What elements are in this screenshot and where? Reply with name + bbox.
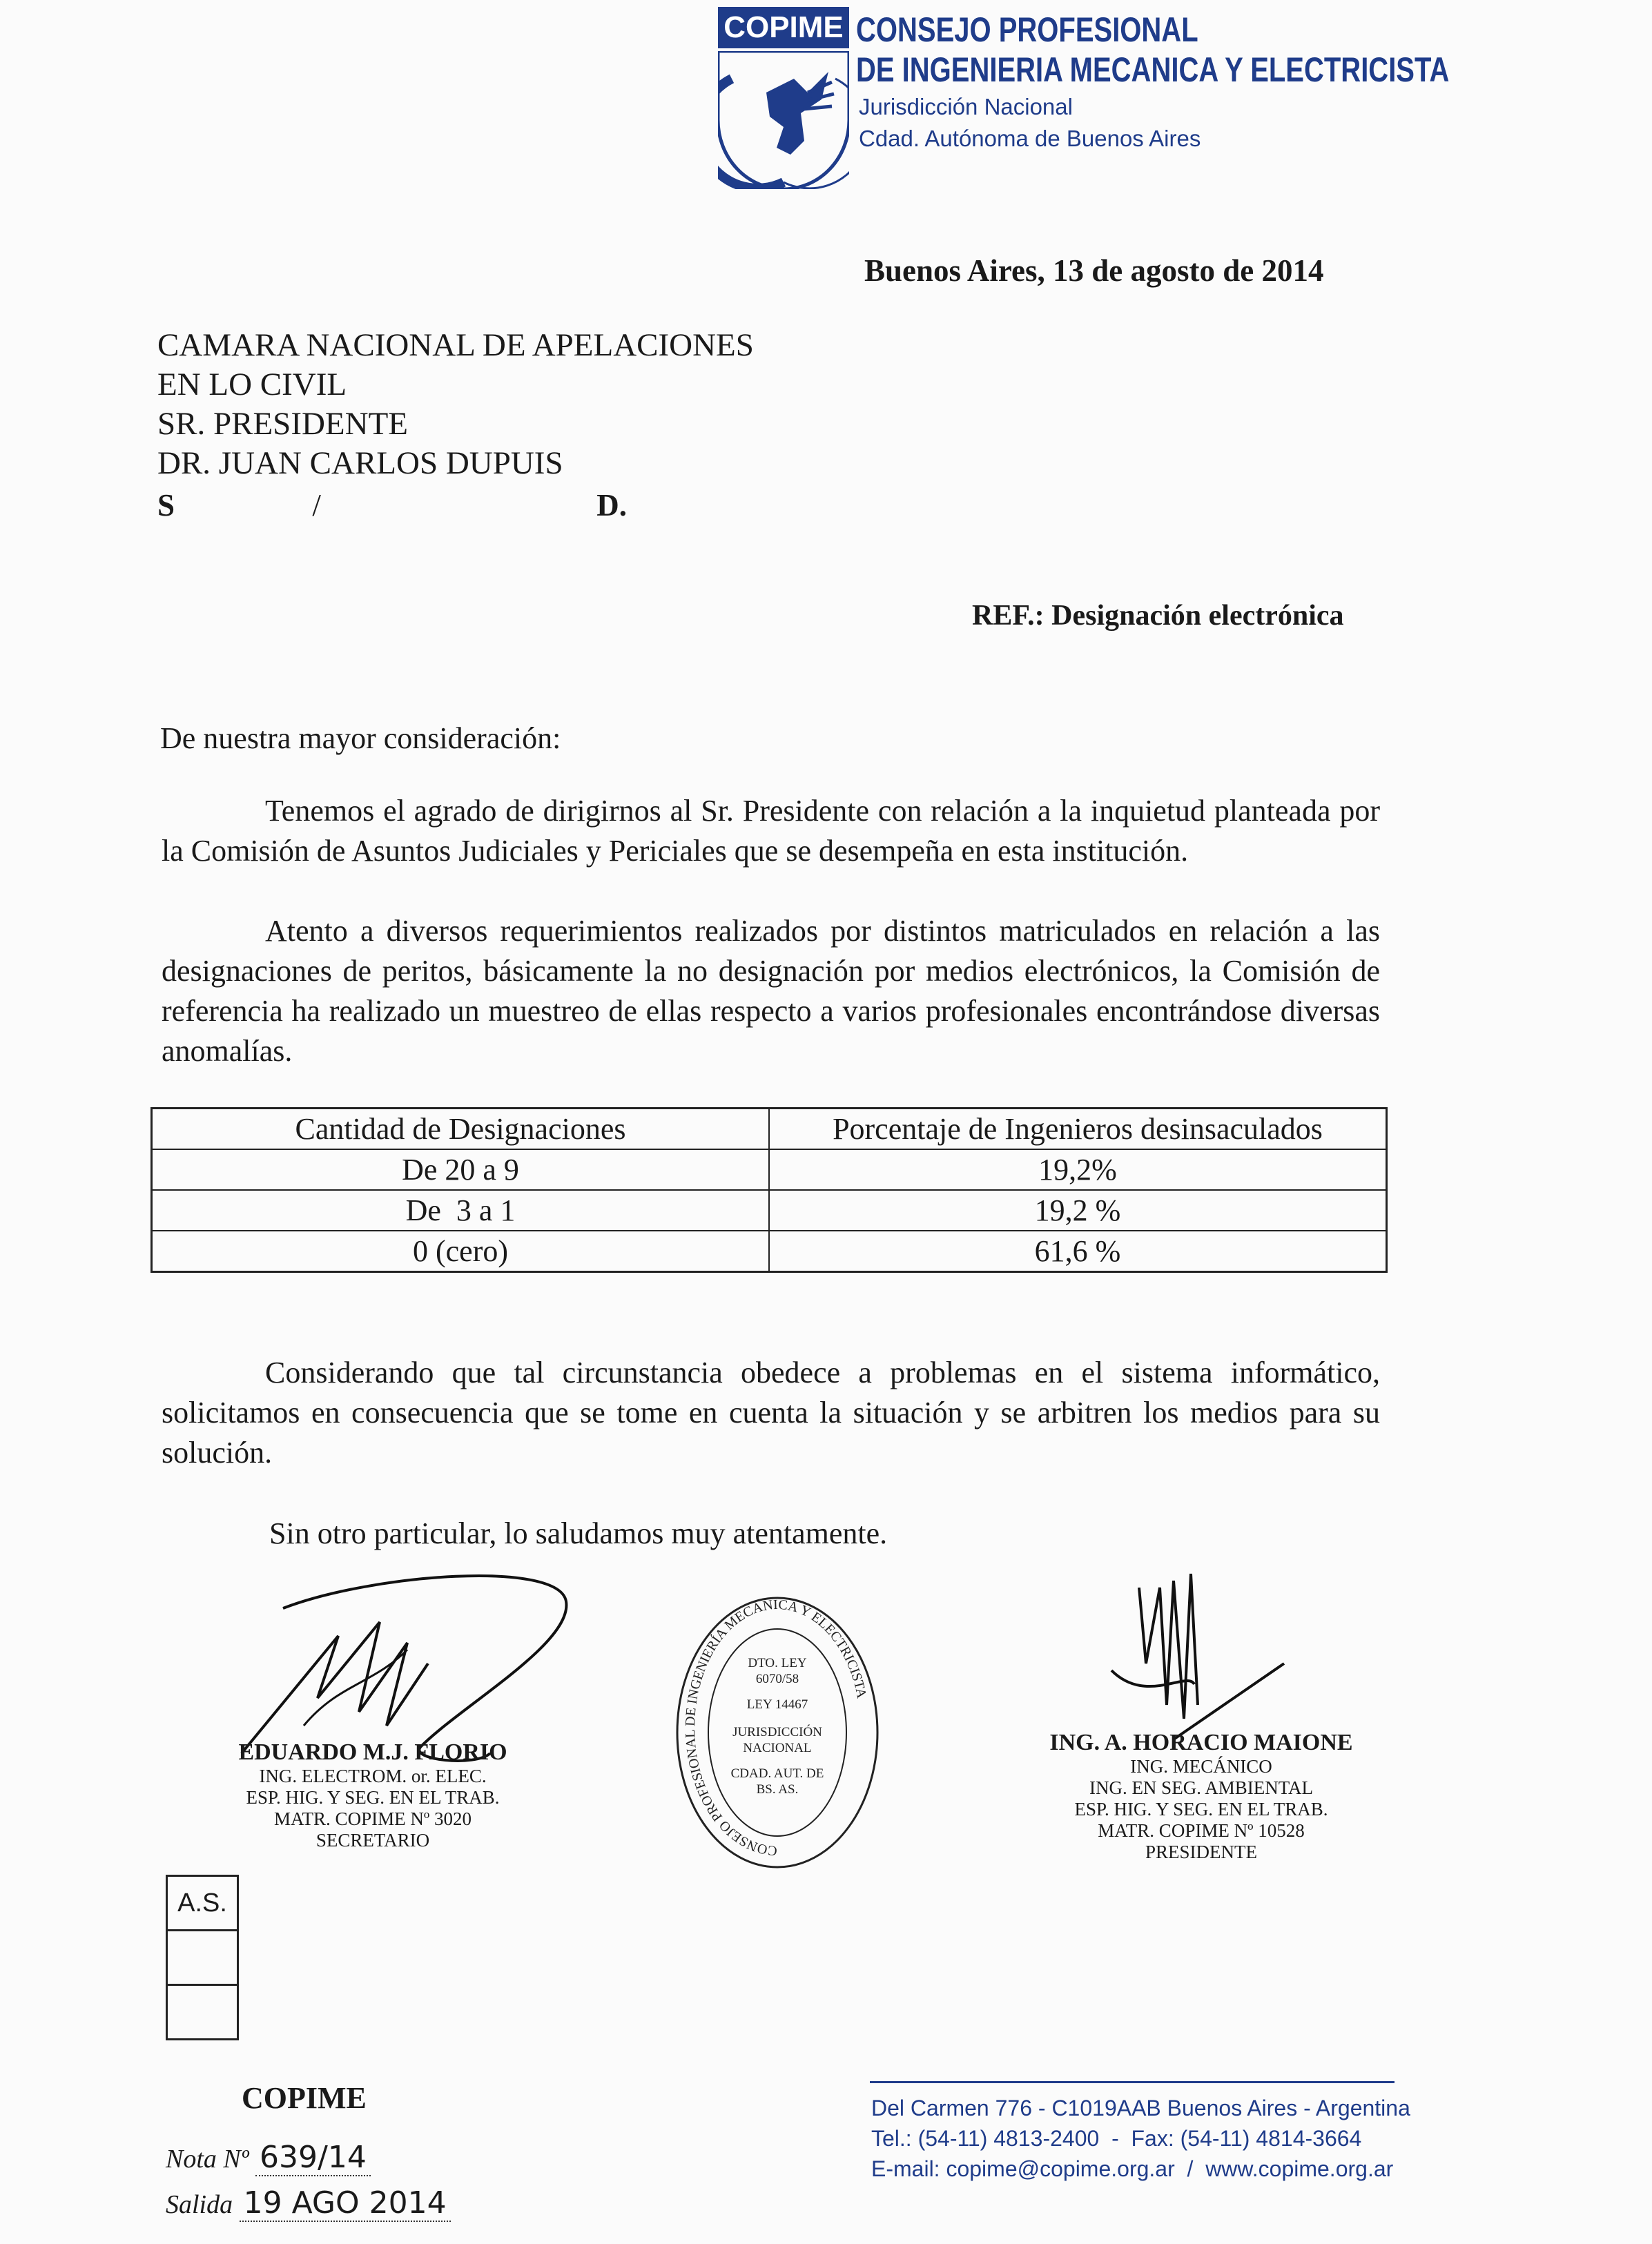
salutation: De nuestra mayor consideración: [160,721,561,755]
signer-name: EDUARDO M.J. FLORIO [238,1739,507,1765]
signature-block-secretary [200,1739,545,1851]
salida-stamp: 19 AGO 2014 [240,2185,451,2222]
signer-title: ING. EN SEG. AMBIENTAL [1089,1777,1314,1798]
signer-title: ESP. HIG. Y SEG. EN EL TRAB. [246,1787,500,1808]
footer-phone: Tel.: (54-11) 4813-2400 - Fax: (54-11) 4814-3664 [871,2126,1362,2151]
sd-slash: / [312,488,321,523]
table-cell: 19,2% [769,1149,1387,1190]
signer-registration: MATR. COPIME Nº 3020 [274,1808,472,1829]
signer-role: PRESIDENTE [1145,1842,1257,1862]
paragraph-3: Considerando que tal circunstancia obedece a problemas en el sistema informático, solicitamos en consecuencia que se tome en cuenta la situación y se arbitren los medios para su solución. [162,1356,1380,1470]
griffin-emblem-icon [718,51,849,189]
footer-email: E-mail: copime@copime.org.ar / www.copime.org.ar [871,2156,1394,2181]
signer-title: ING. ELECTROM. or. ELEC. [259,1766,487,1786]
addressee-line: CAMARA NACIONAL DE APELACIONES [157,327,754,363]
jurisdiction-text: Jurisdicción Nacional [859,94,1073,119]
copime-logo: COPIME [718,7,849,48]
official-seal [674,1594,881,1871]
footer-divider [870,2081,1395,2083]
signer-registration: MATR. COPIME Nº 10528 [1098,1820,1305,1841]
table-cell: 0 (cero) [152,1231,770,1272]
letter-date: Buenos Aires, 13 de agosto de 2014 [864,253,1324,288]
salida-date [166,2185,451,2221]
handwritten-signature-right [1091,1567,1298,1746]
seal-ring-text: CONSEJO PROFESIONAL DE INGENIERÍA MECÁNICA Y ELECTRICISTA [682,1597,870,1859]
reference-line: REF.: Designación electrónica [972,600,1344,632]
salida-label: Salida [166,2190,233,2219]
sd-d: D. [596,488,627,523]
initials-cell-empty [166,1929,239,1984]
table-header-row [152,1109,1387,1150]
table-row [152,1231,1387,1272]
org-name [856,10,1449,90]
seal-text: DTO. LEY [748,1656,807,1670]
signer-title: ESP. HIG. Y SEG. EN EL TRAB. [1074,1799,1328,1819]
org-name-line1: CONSEJO PROFESIONAL [856,10,1198,49]
table-cell: 61,6 % [769,1231,1387,1272]
seal-text: CDAD. AUT. DE [730,1766,824,1781]
addressee-line: SR. PRESIDENTE [157,406,408,442]
table-header: Porcentaje de Ingenieros desinsaculados [769,1109,1387,1150]
closing-line: Sin otro particular, lo saludamos muy atentamente. [269,1516,888,1550]
signer-title: ING. MECÁNICO [1130,1756,1272,1777]
paragraph-1: Tenemos el agrado de dirigirnos al Sr. Presidente con relación a la inquietud planteada por la Comisión de Asuntos Judiciales y Periciales que se desempeña en esta institución. [162,794,1380,868]
addressee-line: EN LO CIVIL [157,367,347,402]
seal-text: LEY 14467 [746,1697,808,1712]
seal-text: NACIONAL [743,1741,812,1755]
su-despacho [157,487,627,523]
city-text: Cdad. Autónoma de Buenos Aires [859,126,1201,151]
sd-s: S [157,488,175,523]
table-cell: 19,2 % [769,1190,1387,1231]
copime-footer-label: COPIME [242,2081,367,2115]
paragraph-2: Atento a diversos requerimientos realizados por distintos matriculados en relación a las designaciones de peritos, básicamente la no designación por medios electrónicos, la Comisión de referencia ha realizado un muestreo de ellas respecto a varios profesionales encontrándose diversas anomalías. [162,914,1380,1068]
signer-name: ING. A. HORACIO MAIONE [1049,1730,1353,1755]
initials-cell: A.S. [166,1875,239,1929]
table-cell: De 3 a 1 [152,1190,770,1231]
signature-block-president [1029,1730,1374,1863]
nota-label: Nota Nº [166,2145,249,2174]
addressee-block [157,326,754,483]
table-cell: De 20 a 9 [152,1149,770,1190]
designations-table [150,1107,1388,1273]
initials-box [166,1875,236,2040]
seal-text: BS. AS. [756,1782,799,1797]
table-row [152,1149,1387,1190]
initials-cell-empty [166,1984,239,2040]
signer-role: SECRETARIO [315,1830,430,1851]
seal-text: 6070/58 [755,1672,799,1686]
footer-address: Del Carmen 776 - C1019AAB Buenos Aires - Argentina [871,2096,1410,2120]
table-row [152,1190,1387,1231]
addressee-line: DR. JUAN CARLOS DUPUIS [157,445,563,481]
footer-contact [871,2093,1410,2184]
table-header: Cantidad de Designaciones [152,1109,770,1150]
nota-value: 639/14 [255,2140,371,2176]
org-jurisdiction [859,91,1201,155]
org-name-line2: DE INGENIERIA MECANICA Y ELECTRICISTA [856,50,1450,89]
nota-number [166,2140,371,2175]
seal-text: JURISDICCIÓN [732,1725,822,1739]
